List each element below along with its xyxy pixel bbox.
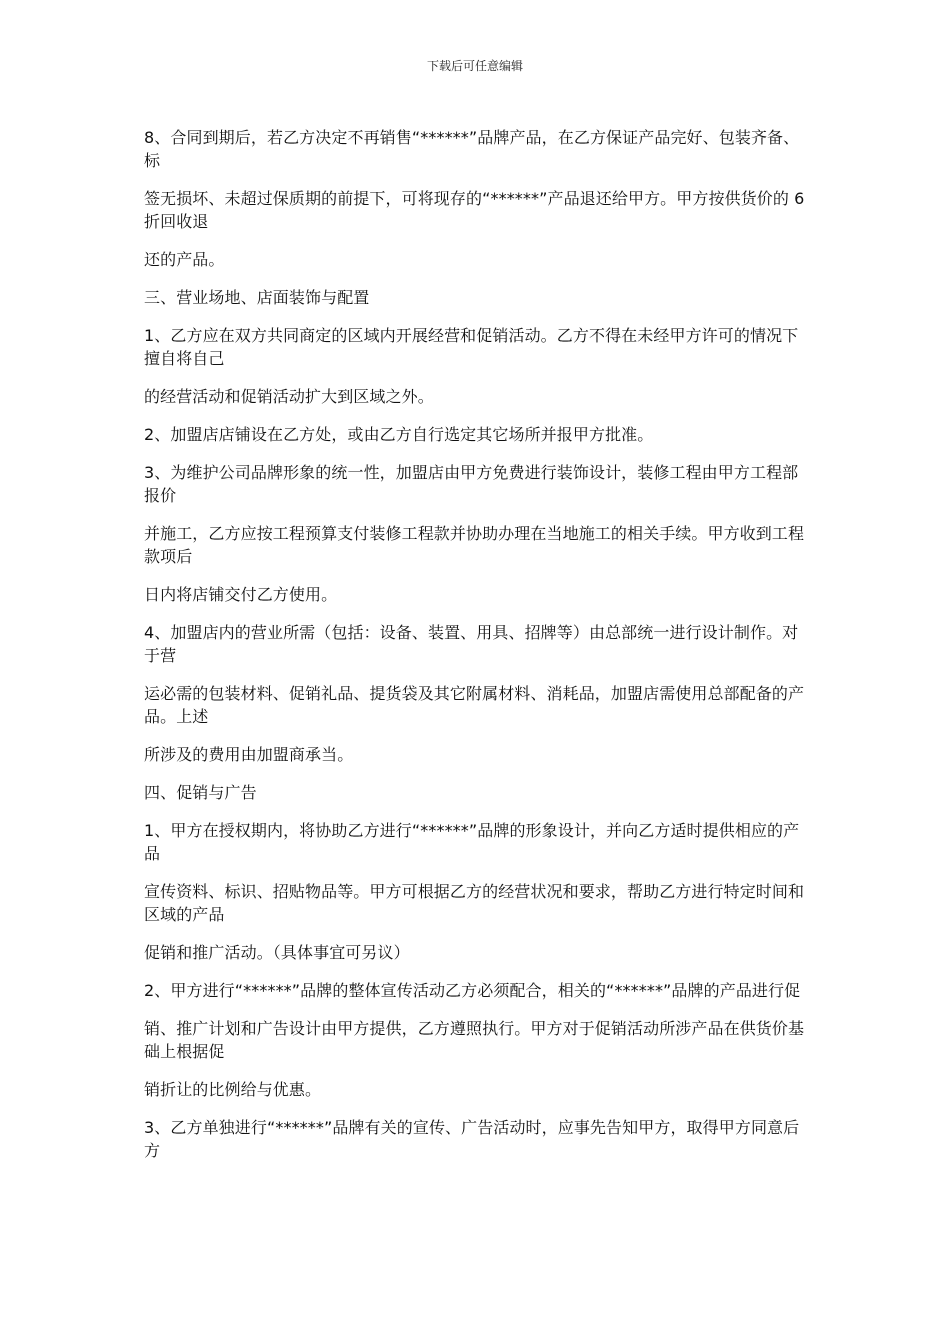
- paragraph: 签无损坏、未超过保质期的前提下，可将现存的“******”产品退还给甲方。甲方按供货价的 6 折回收退: [144, 189, 805, 231]
- paragraph: 宣传资料、标识、招贴物品等。甲方可根据乙方的经营状况和要求，帮助乙方进行特定时间和区域的产品: [144, 882, 805, 924]
- section-heading: 四、促销与广告: [144, 783, 257, 802]
- paragraph: 3、乙方单独进行“******”品牌有关的宣传、广告活动时，应事先告知甲方，取得甲方同意后方: [144, 1118, 800, 1160]
- paragraph: 4、加盟店内的营业所需（包括：设备、装置、用具、招牌等）由总部统一进行设计制作。对于营: [144, 623, 799, 665]
- paragraph: 1、甲方在授权期内，将协助乙方进行“******”品牌的形象设计，并向乙方适时提供相应的产品: [144, 821, 800, 863]
- paragraph: 8、合同到期后，若乙方决定不再销售“******”品牌产品，在乙方保证产品完好、包装齐备、标: [144, 128, 800, 170]
- paragraph: 所涉及的费用由加盟商承当。: [144, 745, 354, 764]
- paragraph: 3、为维护公司品牌形象的统一性，加盟店由甲方免费进行装饰设计，装修工程由甲方工程部报价: [144, 463, 799, 505]
- paragraph: 的经营活动和促销活动扩大到区域之外。: [144, 387, 434, 406]
- paragraph: 促销和推广活动。（具体事宜可另议）: [144, 943, 410, 962]
- section-heading: 三、营业场地、店面装饰与配置: [144, 288, 370, 307]
- paragraph: 日内将店铺交付乙方使用。: [144, 585, 338, 604]
- paragraph: 2、甲方进行“******”品牌的整体宣传活动乙方必须配合，相关的“******”品牌的产品进行促: [144, 981, 801, 1000]
- paragraph: 并施工，乙方应按工程预算支付装修工程款并协助办理在当地施工的相关手续。甲方收到工程款项后: [144, 524, 805, 566]
- paragraph: 销、推广计划和广告设计由甲方提供，乙方遵照执行。甲方对于促销活动所涉产品在供货价基础上根据促: [144, 1019, 805, 1061]
- paragraph: 销折让的比例给与优惠。: [144, 1080, 322, 1099]
- page-header: 下载后可任意编辑: [426, 59, 523, 73]
- document-body: [144, 126, 808, 1177]
- paragraph: 1、乙方应在双方共同商定的区域内开展经营和促销活动。乙方不得在未经甲方许可的情况下擅自将自己: [144, 326, 799, 368]
- paragraph: 运必需的包装材料、促销礼品、提货袋及其它附属材料、消耗品，加盟店需使用总部配备的产品。上述: [144, 684, 805, 726]
- paragraph: 2、加盟店店铺设在乙方处，或由乙方自行选定其它场所并报甲方批准。: [144, 425, 654, 444]
- paragraph: 还的产品。: [144, 250, 225, 269]
